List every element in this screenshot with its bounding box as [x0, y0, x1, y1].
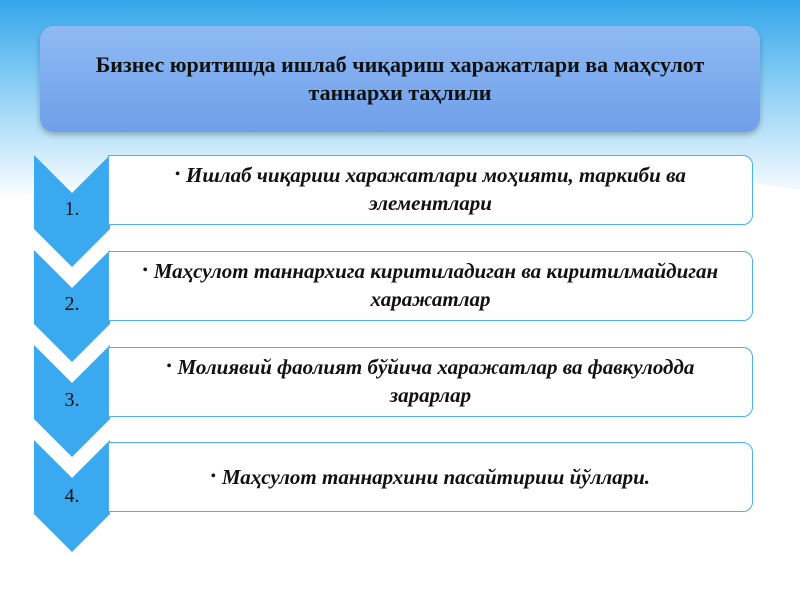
bullet-icon: •: [210, 469, 216, 484]
bullet-icon: •: [166, 359, 172, 374]
item-text-3: • Молиявий фаолият бўйича харажатлар ва фавкулодда зарарлар: [166, 355, 695, 407]
item-card-3: [108, 347, 753, 417]
item-number-2: 2.: [64, 293, 80, 315]
item-text-2: • Маҳсулот таннархига киритиладиган ва киритилмайдиган харажатлар: [142, 259, 719, 311]
item-card-2: [108, 251, 753, 321]
bullet-icon: •: [175, 167, 181, 182]
item-number-4: 4.: [64, 485, 80, 507]
item-text-4: • Маҳсулот таннархини пасайтириш йўллари.: [210, 465, 651, 489]
title-banner: [40, 26, 760, 132]
item-text-1: • Ишлаб чиқариш харажатлари моҳияти, таркиби ва элементлари: [175, 163, 686, 215]
bullet-icon: •: [142, 263, 148, 278]
item-number-3: 3.: [64, 389, 80, 411]
item-card-1: [108, 155, 753, 225]
item-card-4: [108, 442, 753, 512]
slide-title: Бизнес юритишда ишлаб чиқариш харажатлари ва маҳсулот таннархи таҳлили: [95, 52, 705, 105]
item-number-1: 1.: [64, 198, 80, 220]
